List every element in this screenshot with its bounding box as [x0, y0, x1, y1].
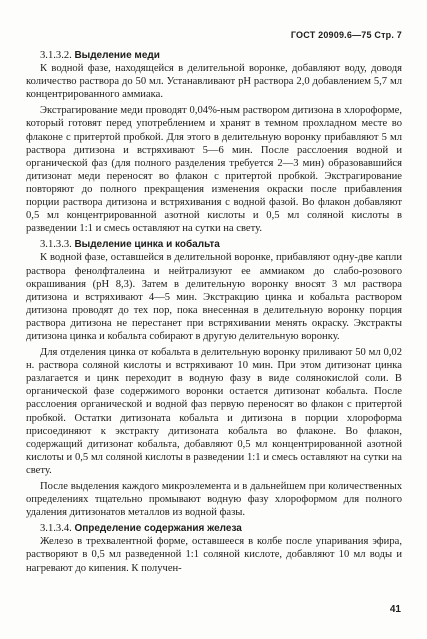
paragraph: Железо в трехвалентной форме, оставшееся в колбе после упаривания эфира, растворяют в 0,5 мл разведенной 1:1 соляной кислоте, добавляют 10 мл воды и нагревают до кипения. К получен-: [26, 536, 402, 574]
section-heading-copper: [26, 49, 402, 62]
paragraph: К водной фазе, находящейся в делительной воронке, добавляют воду, доводя количество раствора до 50 мл. Устанавливают рН раствора 2,0 добавлением 5,7 мл концентрированного аммиака.: [26, 63, 402, 101]
paragraph: Экстрагирование меди проводят 0,04%-ным раствором дитизона в хлороформе, который готовят перед употреблением и хранят в темном прохладном месте во флаконе с притертой пробкой. Для этого в делительную воронку прибавляют 5 мл раствора дитизона и встряхивают 5—6 мин. После расслоения водной и органической фаз (для полного разделения требуется 2—3 мин) образовавшийся дитизонат меди переносят во флакон с притертой пробкой. Экстрагирование повторяют до полного прекращения изменения окраски после прибавления порции раствора дитизона и встряхивания с водной фазой. Во флакон добавляют 0,5 мл концентрированной азотной кислоты и 0,5 мл соляной кислоты в разведении 1:1 и смесь оставляют на сутки на свету.: [26, 105, 402, 235]
section-number: 3.1.3.2.: [40, 50, 72, 61]
paragraph: Для отделения цинка от кобальта в делительную воронку приливают 50 мл 0,02 н. раствора соляной кислоты и встряхивают 10 мин. При этом дитизонат цинка разлагается и цинк переходит в водную фазу в виде солянокислой соли. В органической фазе содержимого воронки остается дитизонат кобальта. После расслоения органической и водной фаз первую переносят во флакон с притертой пробкой. Остатки дитизоната кобальта и дитизона в порции хлороформа присоединяют к экстракту дитизоната кобальта во флаконе. Во флакон, содержащий дитизонат кобальта, добавляют 0,5 мл концентрированной азотной кислоты и 0,5 мл соляной кислоты в разведении 1:1 и смесь оставляют на сутки на свету.: [26, 347, 402, 476]
section-title: Выделение цинка и кобальта: [74, 239, 220, 251]
paragraph: К водной фазе, оставшейся в делительной воронке, прибавляют одну-две капли раствора фенолфталеина и нейтрализуют ее аммиаком до слабо-розового окрашивания (рН 8,3). Затем в делительную воронку вносят 3 мл раствора дитизона и встряхивают 4—5 мин. Экстракцию цинка и кобальта раствором дитизона проводят до тех пор, пока внесенная в делительную воронку порция раствора дитизона не перестанет при встряхивании менять окраску. Экстракты дитизона цинка и кобальта собирают в другую делительную воронку.: [26, 252, 402, 342]
page-number: 41: [389, 604, 401, 615]
section-number: 3.1.3.4.: [40, 523, 72, 535]
paragraph: После выделения каждого микроэлемента и в дальнейшем при количественных определениях тщательно промывают водную фазу хлороформом для полного удаления дитизонатов металлов из водной фазы.: [26, 481, 402, 519]
page-body: [26, 46, 402, 575]
section-title: Выделение меди: [74, 50, 160, 61]
section-heading-iron: [26, 522, 402, 535]
section-number: 3.1.3.3.: [40, 239, 72, 251]
section-title: Определение содержания железа: [74, 523, 242, 535]
running-head: ГОСТ 20909.6—75 Стр. 7: [290, 30, 402, 40]
section-heading-zinc-cobalt: [26, 238, 402, 251]
